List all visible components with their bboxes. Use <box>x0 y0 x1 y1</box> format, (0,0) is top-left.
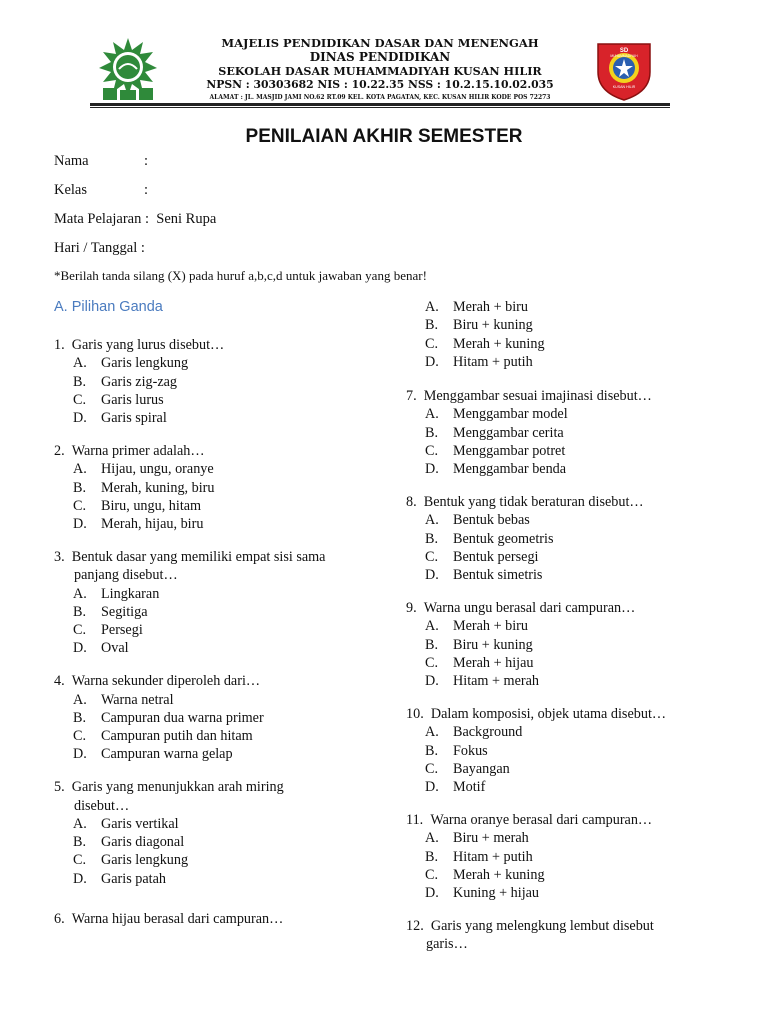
option-letter: D. <box>73 640 87 657</box>
option-text: Garis zig-zag <box>101 373 178 390</box>
option-text: Merah + kuning <box>453 866 545 883</box>
option-letter: A. <box>425 618 439 635</box>
question-number: 12. <box>406 917 424 934</box>
letterhead-line-1: MAJELIS PENDIDIKAN DASAR DAN MENENGAH <box>221 36 539 50</box>
answer-option[interactable] <box>406 530 666 548</box>
answer-option[interactable] <box>54 851 325 869</box>
answer-option[interactable] <box>406 723 666 741</box>
answer-option[interactable] <box>406 778 666 796</box>
answer-option[interactable] <box>54 409 325 427</box>
answer-option[interactable] <box>54 373 325 391</box>
option-text: Hijau, ungu, oranye <box>101 461 214 478</box>
option-letter: D. <box>425 567 439 584</box>
question-text <box>54 336 325 354</box>
answer-option[interactable] <box>406 884 666 902</box>
option-text: Lingkaran <box>101 585 160 602</box>
section-title: A. Pilihan Ganda <box>54 299 163 315</box>
option-letter: A. <box>73 585 87 602</box>
option-text: Bentuk bebas <box>453 512 530 529</box>
question-body: Warna hijau berasal dari campuran… <box>71 911 284 928</box>
identity-value: Seni Rupa <box>156 211 217 227</box>
answer-option[interactable] <box>54 745 325 763</box>
answer-option[interactable] <box>54 354 325 372</box>
option-text: Merah, kuning, biru <box>101 479 215 496</box>
option-letter: C. <box>425 654 439 671</box>
answer-option[interactable] <box>54 815 325 833</box>
option-letter: B. <box>73 373 87 390</box>
option-text: Menggambar cerita <box>453 424 564 441</box>
answer-option[interactable] <box>406 566 666 584</box>
option-text: Warna netral <box>101 691 174 708</box>
option-text: Campuran warna gelap <box>101 746 233 763</box>
question-item <box>406 387 666 478</box>
answer-option[interactable] <box>54 585 325 603</box>
question-number: 4. <box>54 673 65 690</box>
answer-option[interactable] <box>406 442 666 460</box>
answer-option[interactable] <box>54 497 325 515</box>
option-text: Persegi <box>101 622 143 639</box>
option-text: Segitiga <box>101 603 148 620</box>
question-item <box>54 548 325 658</box>
option-letter: D. <box>425 353 439 370</box>
letterhead-line-4: NPSN : 30303682 NIS : 10.22.35 NSS : 10.2.15.10.02.035 <box>206 78 554 91</box>
option-text: Biru, ungu, hitam <box>101 497 202 514</box>
option-letter: D. <box>73 516 87 533</box>
option-letter: B. <box>425 424 439 441</box>
option-text: Campuran dua warna primer <box>101 709 264 726</box>
answer-option[interactable] <box>54 391 325 409</box>
option-text: Garis vertikal <box>101 815 179 832</box>
identity-row-mata-pelajaran <box>54 211 216 228</box>
question-text <box>406 811 666 829</box>
option-letter: C. <box>425 548 439 565</box>
option-text: Biru + kuning <box>453 636 533 653</box>
answer-option[interactable] <box>406 316 545 334</box>
question-text-continued: garis… <box>426 936 468 953</box>
question-text <box>54 548 325 566</box>
option-letter: B. <box>73 834 87 851</box>
letterhead-rule-thin <box>90 107 670 108</box>
option-text: Biru + kuning <box>453 317 533 334</box>
option-text: Background <box>453 724 523 741</box>
identity-label: Mata Pelajaran : <box>54 211 150 227</box>
option-text: Merah + kuning <box>453 335 545 352</box>
question-text-continued: panjang disebut… <box>74 567 178 584</box>
answer-option[interactable] <box>406 424 666 442</box>
option-letter: A. <box>73 355 87 372</box>
answer-option[interactable] <box>406 617 666 635</box>
option-letter: C. <box>73 852 87 869</box>
question-body: Bentuk dasar yang memiliki empat sisi sama <box>71 548 326 565</box>
option-text: Garis patah <box>101 870 167 887</box>
option-text: Biru + merah <box>453 830 529 847</box>
question-item <box>54 910 325 928</box>
question-body: Warna sekunder diperoleh dari… <box>71 673 261 690</box>
option-text: Menggambar model <box>453 406 568 423</box>
answer-option[interactable] <box>54 621 325 639</box>
page-title: PENILAIAN AKHIR SEMESTER <box>245 126 523 147</box>
answer-option[interactable] <box>406 548 666 566</box>
answer-option[interactable] <box>406 353 545 371</box>
option-letter: C. <box>73 391 87 408</box>
question-item <box>54 672 325 763</box>
question-item <box>406 493 666 584</box>
answer-option[interactable] <box>406 335 545 353</box>
option-text: Kuning + hijau <box>453 885 540 902</box>
option-letter: B. <box>425 848 439 865</box>
answer-option[interactable] <box>406 636 666 654</box>
emblem-text-top: SD <box>619 48 629 54</box>
question-number: 1. <box>54 337 65 353</box>
option-letter: B. <box>73 479 87 496</box>
option-letter: A. <box>425 299 439 315</box>
question-item <box>406 705 666 796</box>
question-item <box>406 811 666 902</box>
emblem-text-bottom: KUSAN HILIR <box>612 85 636 89</box>
letterhead-rule-thick <box>90 103 670 106</box>
instruction-text: *Berilah tanda silang (X) pada huruf a,b,c,d untuk jawaban yang benar! <box>54 268 427 283</box>
questions-left-column <box>54 336 325 943</box>
option-letter: A. <box>73 461 87 478</box>
option-letter: D. <box>73 870 87 887</box>
question-text <box>406 917 666 935</box>
option-text: Merah + biru <box>453 618 528 635</box>
option-letter: D. <box>73 746 87 763</box>
emblem-text-ring: MUHAMMADIYAH <box>610 54 638 58</box>
option-letter: A. <box>73 815 87 832</box>
option-letter: C. <box>73 728 87 745</box>
option-text: Hitam + putih <box>453 848 533 865</box>
question-item <box>54 778 325 888</box>
option-text: Garis lengkung <box>101 852 189 869</box>
letterhead-address: ALAMAT : JL. MASJID JAMI NO.62 RT.09 KEL. KOTA PAGATAN, KEC. KUSAN HILIR KODE POS 72273 <box>209 94 551 101</box>
question-text <box>54 442 325 460</box>
identity-row-nama <box>54 153 148 170</box>
identity-separator: : <box>144 182 149 198</box>
question-number: 9. <box>406 599 417 616</box>
question-body: Warna primer adalah… <box>71 442 205 459</box>
identity-row-hari-tanggal <box>54 240 145 257</box>
answer-option[interactable] <box>54 603 325 621</box>
option-letter: B. <box>73 709 87 726</box>
option-text: Hitam + putih <box>453 353 533 370</box>
answer-option[interactable] <box>406 405 666 423</box>
question-number: 8. <box>406 493 417 510</box>
muhammadiyah-logo-icon <box>93 36 163 102</box>
question-item <box>54 336 325 427</box>
option-letter: C. <box>73 622 87 639</box>
option-text: Bentuk geometris <box>453 530 554 547</box>
option-letter: D. <box>425 885 439 902</box>
option-text: Oval <box>101 640 129 657</box>
option-letter: A. <box>425 830 439 847</box>
answer-option[interactable] <box>406 654 666 672</box>
question-body: Garis yang lurus disebut… <box>71 337 225 353</box>
option-text: Merah, hijau, biru <box>101 516 204 533</box>
question-number: 2. <box>54 442 65 459</box>
option-letter: B. <box>425 530 439 547</box>
question-text <box>406 705 666 723</box>
question-text <box>406 493 666 511</box>
option-text: Bayangan <box>453 760 510 777</box>
option-letter: A. <box>73 691 87 708</box>
answer-option[interactable] <box>54 833 325 851</box>
question-number: 3. <box>54 548 65 565</box>
question-body: Garis yang melengkung lembut disebut <box>430 917 654 934</box>
option-letter: D. <box>425 779 439 796</box>
option-letter: D. <box>425 461 439 478</box>
answer-option[interactable] <box>54 709 325 727</box>
answer-option[interactable] <box>406 866 666 884</box>
option-text: Garis spiral <box>101 410 167 427</box>
option-text: Hitam + merah <box>453 673 540 690</box>
identity-label: Nama <box>54 153 89 169</box>
sd-muhammadiyah-emblem-icon <box>592 38 656 102</box>
question-item <box>406 917 666 954</box>
question-item <box>54 442 325 533</box>
option-letter: D. <box>425 673 439 690</box>
option-text: Menggambar potret <box>453 442 566 459</box>
question-text <box>54 910 325 928</box>
question-item <box>406 599 666 690</box>
question-number: 6. <box>54 911 65 928</box>
option-letter: A. <box>425 724 439 741</box>
option-text: Merah + hijau <box>453 654 534 671</box>
question-text <box>54 672 325 690</box>
option-letter: C. <box>425 866 439 883</box>
option-letter: C. <box>425 335 439 352</box>
question-body: Dalam komposisi, objek utama disebut… <box>430 705 667 722</box>
option-letter: B. <box>73 603 87 620</box>
option-letter: C. <box>73 497 87 514</box>
answer-option[interactable] <box>406 829 666 847</box>
option-text: Bentuk simetris <box>453 567 543 584</box>
letterhead-line-3: SEKOLAH DASAR MUHAMMADIYAH KUSAN HILIR <box>218 64 542 78</box>
answer-option[interactable] <box>406 848 666 866</box>
option-letter: B. <box>425 742 439 759</box>
identity-separator: : <box>144 153 149 169</box>
option-letter: B. <box>425 317 439 334</box>
option-text: Fokus <box>453 742 488 759</box>
option-text: Menggambar benda <box>453 461 567 478</box>
answer-option[interactable] <box>54 515 325 533</box>
answer-option[interactable] <box>54 639 325 657</box>
identity-label: Kelas <box>54 182 88 198</box>
answer-option[interactable] <box>406 460 666 478</box>
option-letter: A. <box>425 406 439 423</box>
answer-option[interactable] <box>406 298 545 316</box>
option-text: Garis lurus <box>101 391 164 408</box>
option-text: Campuran putih dan hitam <box>101 728 253 745</box>
option-text: Garis lengkung <box>101 355 189 372</box>
question-number: 10. <box>406 705 424 722</box>
question-6-options <box>406 298 545 371</box>
letterhead-text <box>168 36 592 103</box>
letterhead-line-2: DINAS PENDIDIKAN <box>309 50 451 64</box>
answer-option[interactable] <box>406 672 666 690</box>
question-body: Menggambar sesuai imajinasi disebut… <box>423 388 652 404</box>
option-letter: C. <box>425 760 439 777</box>
answer-option[interactable] <box>406 511 666 529</box>
answer-option[interactable] <box>54 460 325 478</box>
question-body: Garis yang menunjukkan arah miring <box>71 779 284 796</box>
letterhead <box>88 34 680 106</box>
question-body: Warna ungu berasal dari campuran… <box>423 599 636 616</box>
option-text: Bentuk persegi <box>453 548 539 565</box>
option-text: Garis diagonal <box>101 834 185 851</box>
questions-right-column <box>406 387 666 968</box>
answer-option[interactable] <box>54 479 325 497</box>
question-text <box>54 778 325 796</box>
question-body: Bentuk yang tidak beraturan disebut… <box>423 493 644 510</box>
question-text <box>406 387 666 405</box>
answer-option[interactable] <box>54 870 325 888</box>
question-text <box>406 599 666 617</box>
question-text-continued: disebut… <box>74 797 130 814</box>
question-number: 7. <box>406 388 417 404</box>
option-letter: C. <box>425 442 439 459</box>
option-text: Motif <box>453 779 486 796</box>
option-text: Merah + biru <box>453 299 528 315</box>
answer-option[interactable] <box>406 742 666 760</box>
question-number: 5. <box>54 779 65 796</box>
answer-option[interactable] <box>406 760 666 778</box>
option-letter: D. <box>73 410 87 427</box>
question-number: 11. <box>406 811 424 828</box>
option-letter: A. <box>425 512 439 529</box>
answer-option[interactable] <box>54 727 325 745</box>
identity-label: Hari / Tanggal : <box>54 240 145 256</box>
identity-row-kelas <box>54 182 148 199</box>
answer-option[interactable] <box>54 691 325 709</box>
option-letter: B. <box>425 636 439 653</box>
question-body: Warna oranye berasal dari campuran… <box>430 811 653 828</box>
